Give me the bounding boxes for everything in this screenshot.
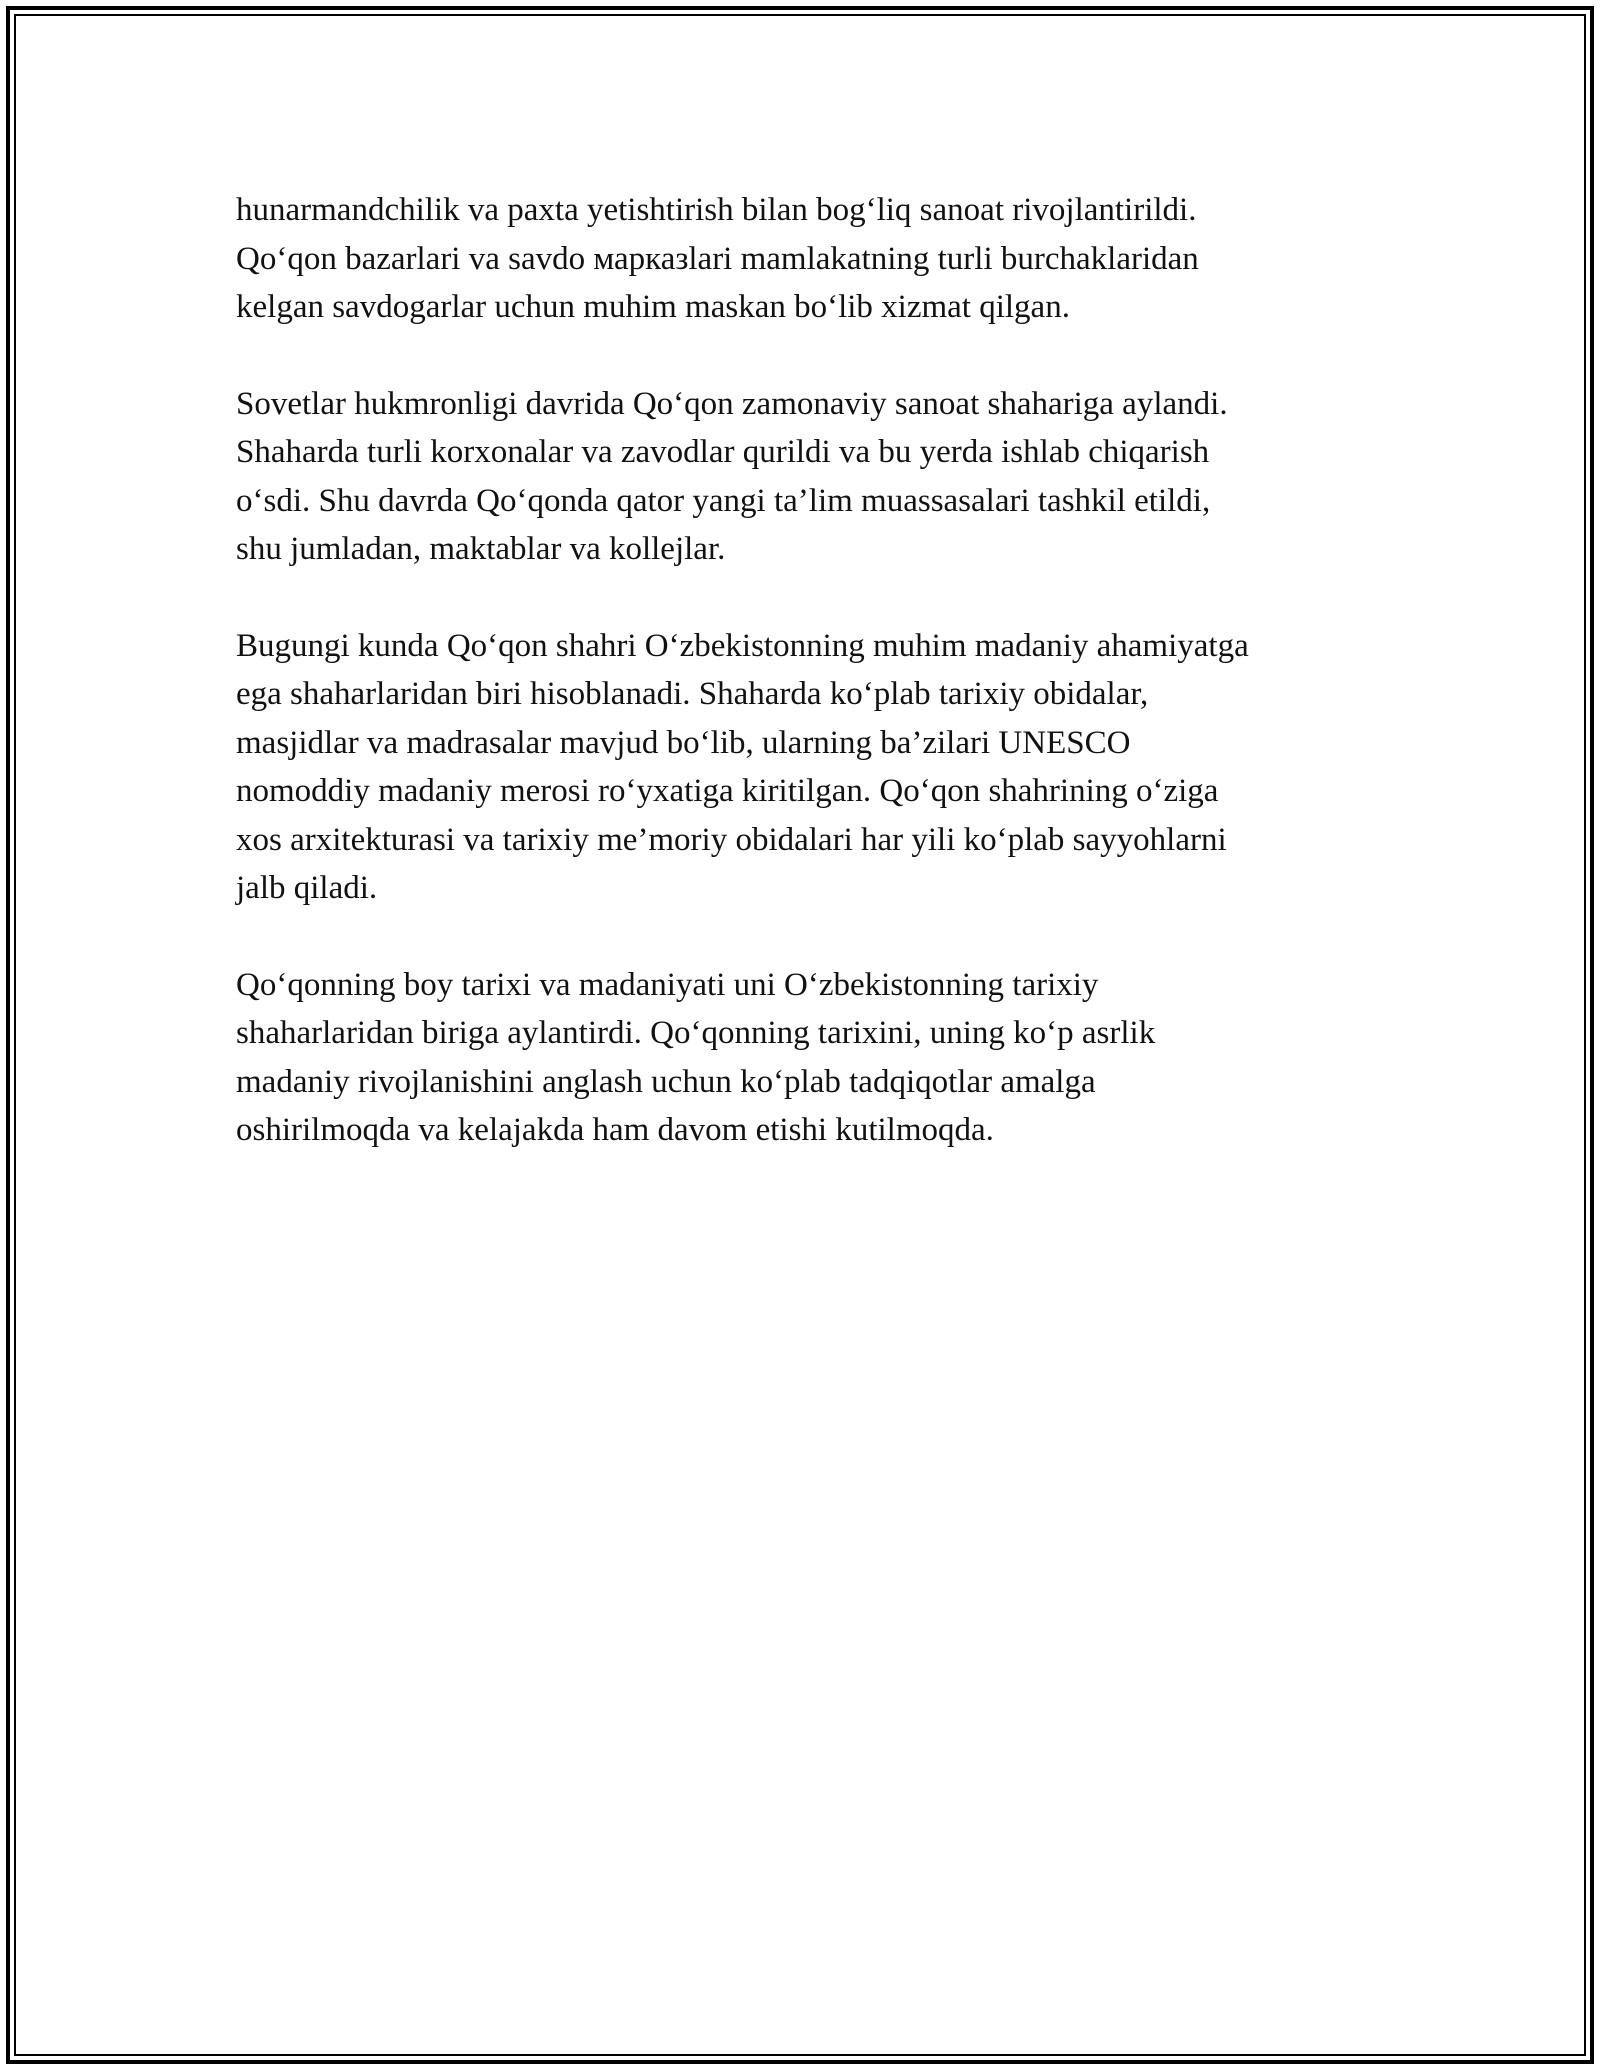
paragraph-3: Bugungi kunda Qo‘qon shahri O‘zbekistonning muhim madaniy ahamiyatga ega shaharlaridan biri hisoblanadi. Shaharda ko‘plab tarixiy obidalar, masjidlar va madrasalar mavjud bo‘lib, ularning ba’zilari UNESCO nomoddiy madaniy merosi ro‘yxatiga kiritilgan. Qo‘qon shahrining o‘ziga xos arxitekturasi va tarixiy me’moriy obidalari har yili ko‘plab sayyohlarni jalb qiladi. (236, 627, 1249, 906)
paragraph-2: Sovetlar hukmronligi davrida Qo‘qon zamonaviy sanoat shahariga aylandi. Shaharda turli korxonalar va zavodlar qurildi va bu yerda ishlab chiqarish o‘sdi. Shu davrda Qo‘qonda qator yangi ta’lim muassasalari tashkil etildi, shu jumladan, maktablar va kollejlar. (236, 385, 1228, 567)
paragraph-4: Qo‘qonning boy tarixi va madaniyati uni O‘zbekistonning tarixiy shaharlaridan biriga aylantirdi. Qo‘qonning tarixini, uning ko‘p asrlik madaniy rivojlanishini anglash uchun ko‘plab tadqiqotlar amalga oshirilmoqda va kelajakda ham davom etishi kutilmoqda. (236, 966, 1156, 1148)
document-body (236, 186, 1376, 1203)
paragraph-1: hunarmandchilik va paxta yetishtirish bilan bog‘liq sanoat rivojlantirildi. Qo‘qon bazarlari va savdo марказlari mamlakatning turli burchaklaridan kelgan savdogarlar uchun muhim maskan bo‘lib xizmat qilgan. (236, 192, 1199, 325)
